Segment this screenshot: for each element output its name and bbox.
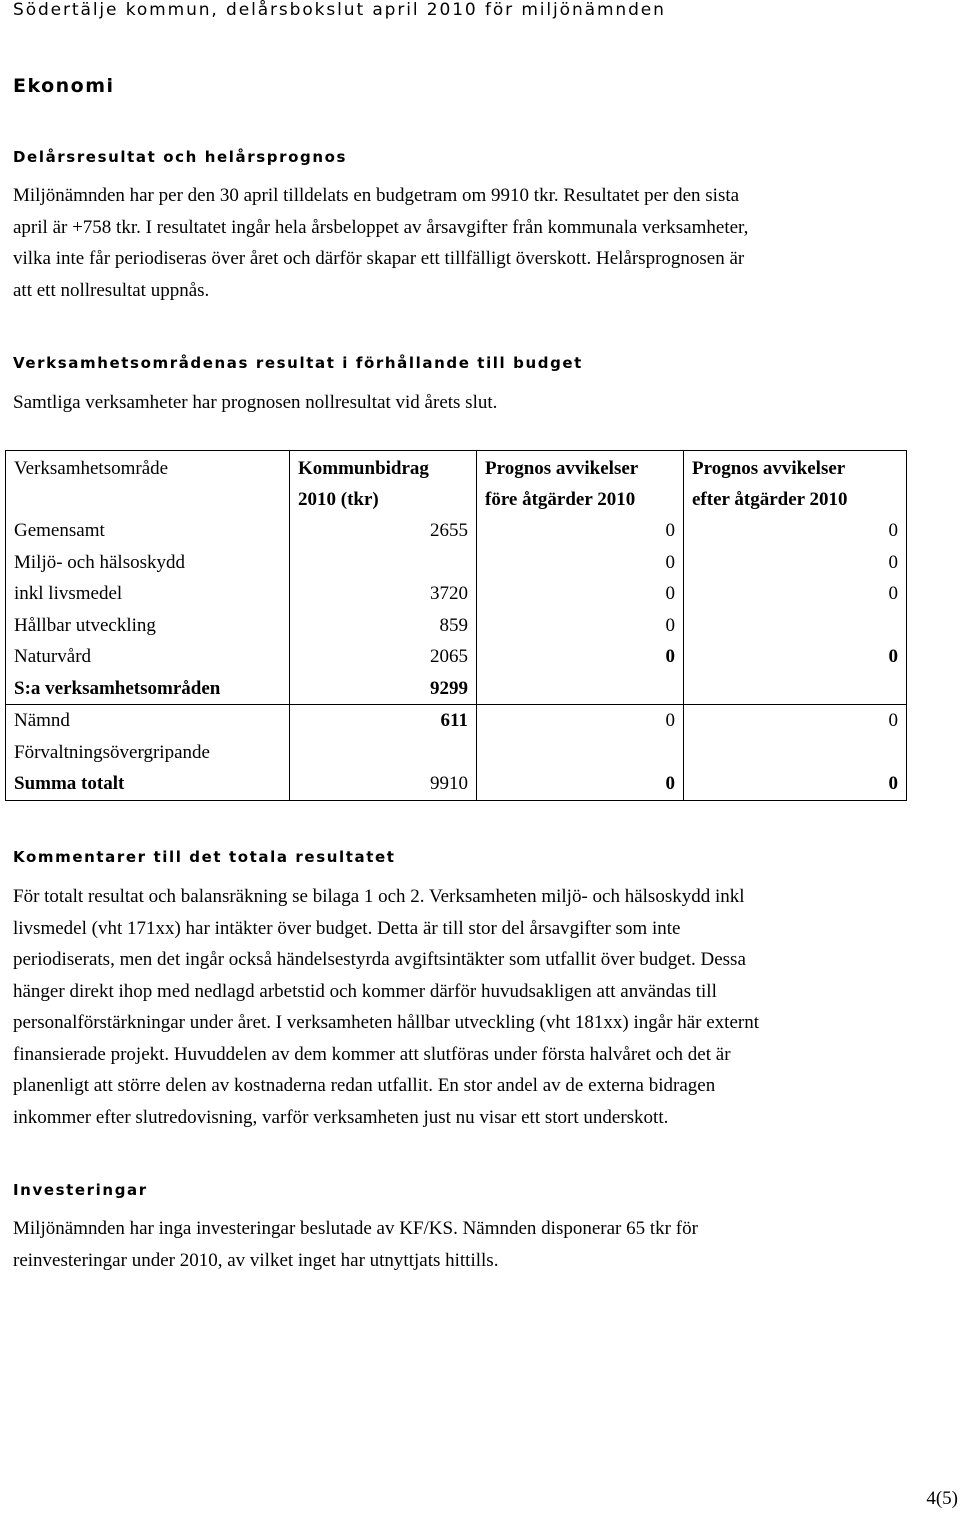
paragraph-line: För totalt resultat och balansräkning se bilaga 1 och 2. Verksamheten miljö- och hälsoskydd inkl <box>13 886 745 907</box>
paragraph-line: april är +758 tkr. I resultatet ingår hela årsbeloppet av årsavgifter från kommunala verksamheter, <box>13 216 749 238</box>
header-prognos-fore: Prognos avvikelser före åtgärder 2010 <box>477 451 684 516</box>
table-row-subtotal <box>6 673 907 705</box>
row-efter: 0 <box>684 705 907 737</box>
header-verksamhetsomrade: Verksamhetsområde <box>6 451 290 516</box>
row-name: Förvaltningsövergripande <box>6 737 290 769</box>
row-bidrag: 2655 <box>290 515 477 547</box>
paragraph-line: personalförstärkningar under året. I verksamheten hållbar utveckling (vht 181xx) ingår här externt <box>13 1012 760 1033</box>
table-row <box>6 547 907 579</box>
row-fore: 0 <box>477 547 684 579</box>
table-row <box>6 641 907 673</box>
verksamhet-heading: Verksamhetsområdenas resultat i förhållande till budget <box>13 354 583 372</box>
paragraph-line: Miljönämnden har inga investeringar beslutade av KF/KS. Nämnden disponerar 65 tkr för <box>13 1218 698 1239</box>
kommentarer-heading: Kommentarer till det totala resultatet <box>13 848 396 866</box>
row-fore: 0 <box>477 610 684 642</box>
row-bidrag: 859 <box>290 610 477 642</box>
row-name: Nämnd <box>6 705 290 737</box>
paragraph-line: hänger direkt ihop med nedlagd arbetstid och kommer därför huvudsakligen att användas till <box>13 980 717 1002</box>
row-efter: 0 <box>888 551 898 573</box>
row-fore: 0 <box>477 768 684 800</box>
paragraph-line: Miljönämnden har per den 30 april tilldelats en budgetram om 9910 tkr. Resultatet per den sista <box>13 185 740 206</box>
row-bidrag: 611 <box>290 705 477 737</box>
row-name: Naturvård <box>6 641 290 673</box>
paragraph-line: Samtliga verksamheter har prognosen nollresultat vid årets slut. <box>13 392 498 413</box>
verksamhet-paragraph <box>13 387 933 419</box>
document-header: Södertälje kommun, delårsbokslut april 2010 för miljönämnden <box>13 0 666 20</box>
row-fore: 0 <box>477 705 684 737</box>
section-title: Ekonomi <box>13 75 115 97</box>
row-name: inkl livsmedel <box>6 578 290 610</box>
row-name: Summa totalt <box>6 768 290 800</box>
table-row-total <box>6 768 907 800</box>
row-name: Hållbar utveckling <box>6 610 290 642</box>
row-bidrag <box>290 737 477 769</box>
row-efter: 0 <box>888 520 898 541</box>
investeringar-paragraph <box>13 1213 933 1276</box>
paragraph-line: finansierade projekt. Huvuddelen av dem kommer att slutföras under första halvåret och det är <box>13 1043 731 1065</box>
delarsresultat-heading: Delårsresultat och helårsprognos <box>13 148 348 166</box>
kommentarer-paragraph <box>13 881 933 1133</box>
budget-table <box>5 450 907 801</box>
paragraph-line: livsmedel (vht 171xx) har intäkter över budget. Detta är till stor del årsavgifter som inte <box>13 917 681 939</box>
row-fore <box>477 673 684 705</box>
delarsresultat-paragraph <box>13 180 933 306</box>
paragraph-line: planenligt att större delen av kostnaderna redan utfallit. En stor andel av de externa bidragen <box>13 1075 716 1096</box>
row-efter: 0 <box>888 773 898 794</box>
investeringar-heading: Investeringar <box>13 1181 148 1199</box>
page-number: 4(5) <box>926 1488 958 1509</box>
table-header-row <box>6 451 907 516</box>
row-bidrag: 9299 <box>290 673 477 705</box>
paragraph-line: reinvesteringar under 2010, av vilket inget har utnyttjats hittills. <box>13 1249 499 1271</box>
row-bidrag: 2065 <box>290 641 477 673</box>
row-fore <box>477 737 684 769</box>
table-row <box>6 578 907 610</box>
row-name: S:a verksamhetsområden <box>6 673 290 705</box>
row-fore: 0 <box>477 515 684 547</box>
row-bidrag: 3720 <box>290 578 477 610</box>
row-name: Miljö- och hälsoskydd <box>6 547 290 579</box>
paragraph-line: inkommer efter slutredovisning, varför verksamheten just nu visar ett stort underskott. <box>13 1106 669 1128</box>
row-fore: 0 <box>477 578 684 610</box>
row-bidrag <box>290 547 477 579</box>
table-row <box>6 610 907 642</box>
row-efter <box>684 610 907 642</box>
table-row <box>6 737 907 769</box>
row-efter: 0 <box>888 646 898 667</box>
row-fore: 0 <box>477 641 684 673</box>
header-kommunbidrag: Kommunbidrag 2010 (tkr) <box>290 451 477 516</box>
row-efter: 0 <box>888 583 898 604</box>
row-efter <box>684 737 907 769</box>
row-bidrag: 9910 <box>290 768 477 800</box>
paragraph-line: att ett nollresultat uppnås. <box>13 279 210 301</box>
row-name: Gemensamt <box>6 515 290 547</box>
row-efter <box>684 673 907 705</box>
table-row <box>6 515 907 547</box>
paragraph-line: vilka inte får periodiseras över året och därför skapar ett tillfälligt överskott. Helårsprognosen är <box>13 248 745 269</box>
paragraph-line: periodiserats, men det ingår också händelsestyrda avgiftsintäkter som utfallit över budget. Dessa <box>13 949 746 970</box>
table-row <box>6 705 907 737</box>
header-prognos-efter: Prognos avvikelser efter åtgärder 2010 <box>692 458 848 510</box>
